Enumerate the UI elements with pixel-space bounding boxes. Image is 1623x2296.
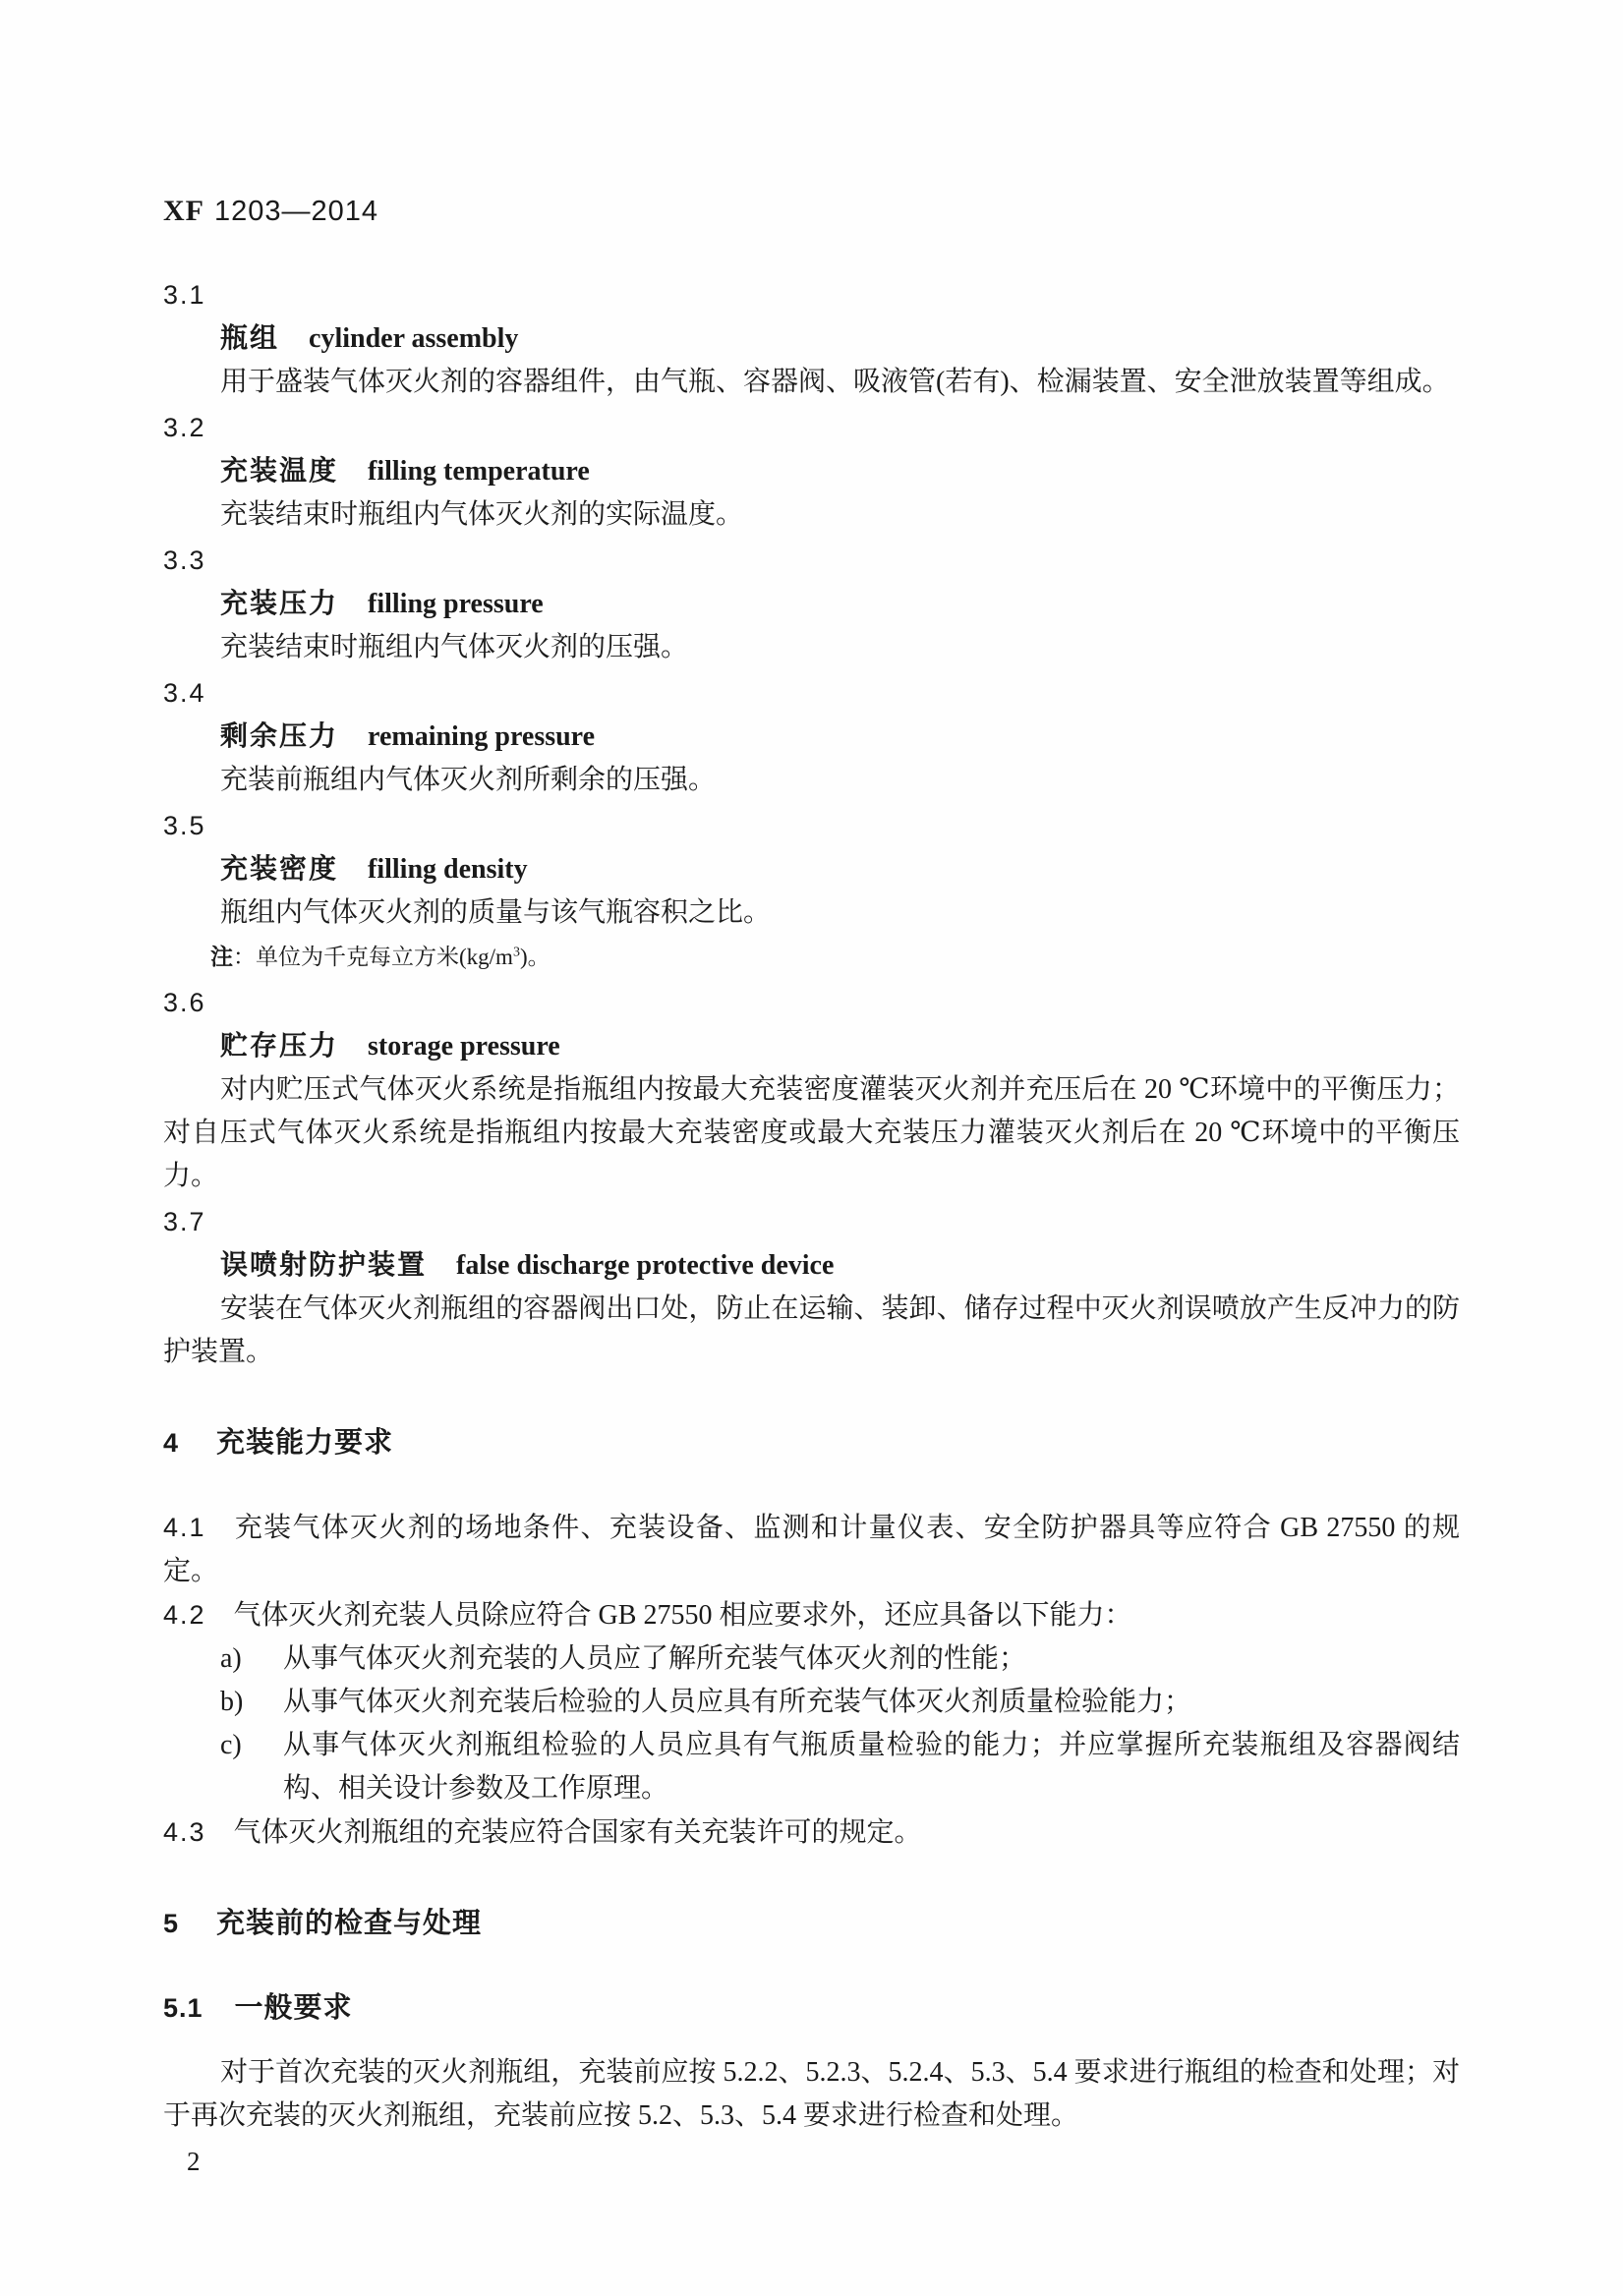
clause-4-2-number: 4.2 <box>163 1600 206 1630</box>
section-5-heading <box>163 1902 1460 1945</box>
clause-4-1-text: 充装气体灭火剂的场地条件、充装设备、监测和计量仪表、安全防护器具等应符合 GB 27550 的规定。 <box>163 1513 1460 1586</box>
list-item-c <box>163 1724 1460 1810</box>
section-5-body <box>163 1986 1460 2138</box>
clause-number-3-4: 3.4 <box>163 678 206 708</box>
term-zh-3-5: 充装密度 <box>220 853 339 884</box>
term-heading-3-6 <box>163 1024 1460 1068</box>
list-item-c-label: c) <box>220 1730 242 1760</box>
section-4-number: 4 <box>163 1428 180 1458</box>
term-definition-3-1: 用于盛装气体灭火剂的容器组件，由气瓶、容器阀、吸液管(若有)、检漏装置、安全泄放装置等组成。 <box>220 367 1450 397</box>
term-en-3-6: storage pressure <box>368 1031 560 1062</box>
term-group-3-4 <box>163 671 1460 802</box>
clause-4-1 <box>163 1506 1460 1593</box>
term-heading-3-7 <box>163 1243 1460 1288</box>
clause-number-3-2: 3.2 <box>163 413 206 442</box>
section-5-title: 充装前的检查与处理 <box>216 1908 483 1939</box>
term-group-3-7 <box>163 1200 1460 1374</box>
term-heading-3-3 <box>163 582 1460 626</box>
clause-5-1-number: 5.1 <box>163 1993 203 2023</box>
clause-4-3-text: 气体灭火剂瓶组的充装应符合国家有关充装许可的规定。 <box>233 1817 922 1848</box>
list-item-a-label: a) <box>220 1643 242 1674</box>
term-definition-3-7: 安装在气体灭火剂瓶组的容器阀出口处，防止在运输、装卸、储存过程中灭火剂误喷放产生反冲力的防护装置。 <box>163 1293 1460 1367</box>
list-item-b-label: b) <box>220 1687 244 1717</box>
term-note-3-5 <box>163 935 1460 979</box>
term-zh-3-7: 误喷射防护装置 <box>220 1249 428 1280</box>
clause-5-1-heading <box>163 1986 1460 2030</box>
term-definition-3-3: 充装结束时瓶组内气体灭火剂的压强。 <box>220 632 689 662</box>
term-group-3-6 <box>163 981 1460 1198</box>
list-item-a-text: 从事气体灭火剂充装的人员应了解所充装气体灭火剂的性能； <box>283 1643 1027 1674</box>
term-definition-3-2: 充装结束时瓶组内气体灭火剂的实际温度。 <box>220 499 744 530</box>
clause-4-3 <box>163 1810 1460 1855</box>
list-item-a <box>163 1637 1460 1681</box>
clause-5-1-title: 一般要求 <box>234 1992 353 2024</box>
doc-code-label: XF <box>163 195 204 227</box>
list-item-b <box>163 1681 1460 1724</box>
term-en-3-7: false discharge protective device <box>456 1250 835 1281</box>
term-heading-3-5 <box>163 847 1460 891</box>
doc-code-number: 1203—2014 <box>214 196 379 227</box>
term-zh-3-4: 剩余压力 <box>220 720 339 751</box>
clause-number-3-1: 3.1 <box>163 280 206 310</box>
clause-4-3-number: 4.3 <box>163 1817 206 1847</box>
term-zh-3-2: 充装温度 <box>220 455 339 486</box>
note-superscript: 3 <box>512 945 520 960</box>
clause-number-3-5: 3.5 <box>163 811 206 840</box>
term-group-3-5 <box>163 804 1460 979</box>
doc-header <box>163 197 1460 226</box>
clause-number-3-6: 3.6 <box>163 988 206 1017</box>
clause-number-3-7: 3.7 <box>163 1207 206 1236</box>
clause-4-1-number: 4.1 <box>163 1513 206 1542</box>
note-label: 注 <box>210 944 233 969</box>
note-tail: )。 <box>519 945 551 969</box>
note-text: ：单位为千克每立方米(kg/m <box>233 945 513 969</box>
term-group-3-1 <box>163 273 1460 404</box>
section-4-heading <box>163 1421 1460 1464</box>
section-4-title: 充装能力要求 <box>216 1427 394 1459</box>
term-group-3-2 <box>163 406 1460 537</box>
term-heading-3-2 <box>163 449 1460 493</box>
term-definition-3-6: 对内贮压式气体灭火系统是指瓶组内按最大充装密度灌装灭火剂并充压后在 20 ℃环境中的平衡压力；对自压式气体灭火系统是指瓶组内按最大充装密度或最大充装压力灌装灭火剂后在 20 ℃环境中的平衡压力。 <box>163 1074 1460 1191</box>
term-en-3-3: filling pressure <box>368 589 544 619</box>
term-heading-3-4 <box>163 715 1460 759</box>
list-item-b-text: 从事气体灭火剂充装后检验的人员应具有所充装气体灭火剂质量检验能力； <box>283 1687 1192 1717</box>
term-zh-3-6: 贮存压力 <box>220 1030 339 1061</box>
term-en-3-5: filling density <box>368 854 528 885</box>
section-5-number: 5 <box>163 1909 180 1938</box>
term-heading-3-1 <box>163 316 1460 361</box>
term-zh-3-3: 充装压力 <box>220 588 339 618</box>
list-item-c-text: 从事气体灭火剂瓶组检验的人员应具有气瓶质量检验的能力；并应掌握所充装瓶组及容器阀结构、相关设计参数及工作原理。 <box>283 1730 1460 1804</box>
clause-5-1-paragraph: 对于首次充装的灭火剂瓶组，充装前应按 5.2.2、5.2.3、5.2.4、5.3、5.4 要求进行瓶组的检查和处理；对于再次充装的灭火剂瓶组，充装前应按 5.2、5.3、5.4 要求进行检查和处理。 <box>163 2057 1460 2131</box>
term-zh-3-1: 瓶组 <box>220 322 280 353</box>
page-number: 2 <box>187 2147 201 2176</box>
clause-number-3-3: 3.3 <box>163 545 206 575</box>
clause-4-2-text: 气体灭火剂充装人员除应符合 GB 27550 相应要求外，还应具备以下能力： <box>233 1600 1132 1631</box>
clause-4-2 <box>163 1593 1460 1637</box>
term-definition-3-5: 瓶组内气体灭火剂的质量与该气瓶容积之比。 <box>220 897 772 928</box>
term-definition-3-4: 充装前瓶组内气体灭火剂所剩余的压强。 <box>220 765 717 795</box>
term-en-3-4: remaining pressure <box>368 721 596 752</box>
term-group-3-3 <box>163 539 1460 669</box>
section-4-body <box>163 1506 1460 1855</box>
terms-definitions-section <box>163 273 1460 1374</box>
term-en-3-1: cylinder assembly <box>309 323 519 354</box>
term-en-3-2: filling temperature <box>368 456 590 487</box>
